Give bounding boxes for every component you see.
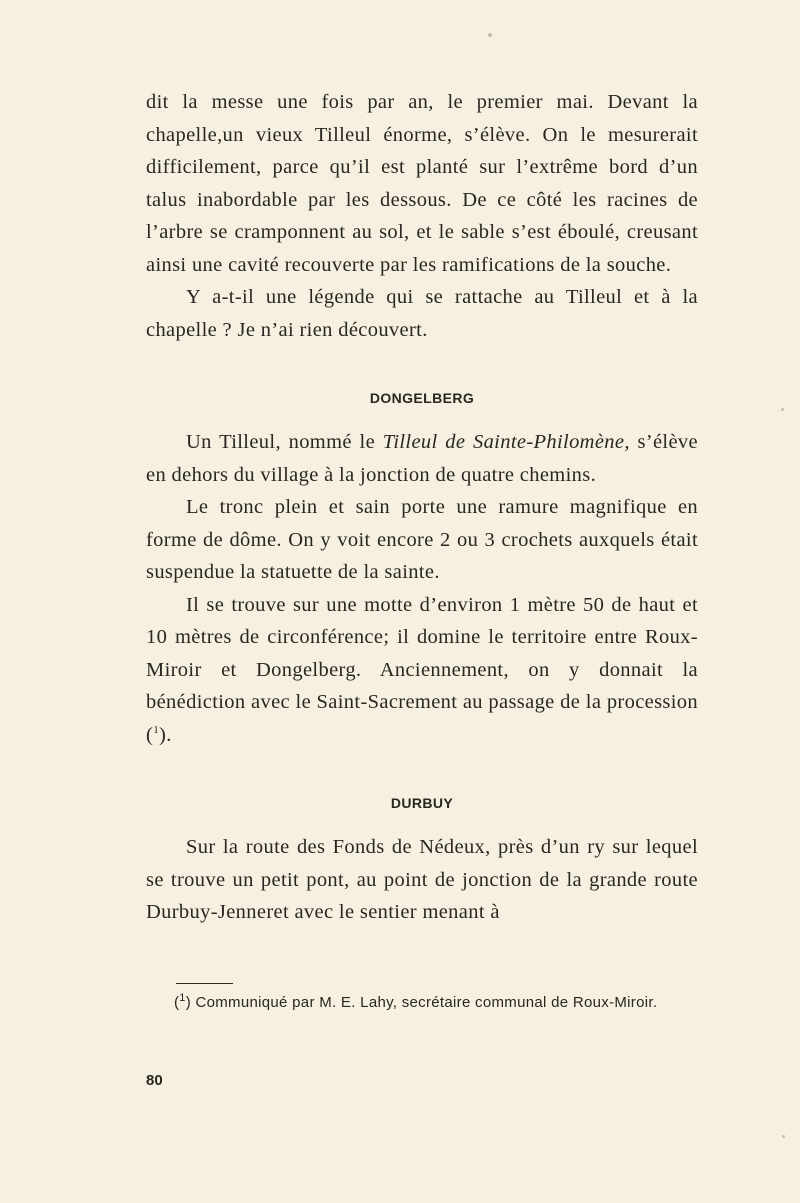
- section-heading-durbuy: DURBUY: [390, 795, 454, 811]
- footnote-divider: [176, 983, 233, 984]
- paragraph: Y a-t-il une légende qui se rattache au Tilleul et à la chapelle ? Je n’ai rien découvert.: [146, 286, 698, 341]
- text-run: Il se trouve sur une motte d’environ 1 mètre 50 de haut et 10 mètres de circonférence; il domine le territoire entre Roux-Miroir et Dongelberg. Anciennement, on y donnait la bénédiction avec le Saint-Sacrement au passage de la procession (: [146, 593, 698, 746]
- paragraph: [146, 589, 698, 752]
- italic-name: Tilleul de Sainte-Philomène,: [382, 431, 630, 453]
- footnote-text: Communiqué par M. E. Lahy, secrétaire communal de Roux-Miroir.: [191, 994, 658, 1011]
- text-run: Un Tilleul, nommé le: [186, 431, 383, 453]
- paper-speck: [781, 408, 784, 411]
- footnote: [146, 989, 698, 1016]
- paragraph: dit la messe une fois par an, le premier mai. Devant la chapelle,un vieux Tilleul énorme, s’élève. On le mesurerait difficilement, parce qu’il est planté sur l’extrême bord d’un talus inabordable par les dessous. De ce côté les racines de l’arbre se cramponnent au sol, et le sable s’est éboulé, creusant ainsi une cavité recouverte par les ramifications de la souche.: [146, 91, 698, 276]
- text-run: s’élève en dehors du village à la jonction de quatre chemins.: [146, 431, 698, 486]
- paper-speck: [782, 1135, 785, 1138]
- footnote-mark-open: (: [174, 994, 180, 1011]
- paragraph: [146, 426, 698, 491]
- page-body: [146, 86, 698, 929]
- footnote-ref: 1: [153, 723, 160, 736]
- paragraph: Le tronc plein et sain porte une ramure magnifique en forme de dôme. On y voit encore 2 ou 3 crochets auxquels était suspendue la statuette de la sainte.: [146, 496, 698, 583]
- section-heading-dongelberg: DONGELBERG: [369, 390, 475, 406]
- text-run: ).: [159, 723, 172, 746]
- paper-speck: [488, 33, 492, 37]
- page-number: 80: [146, 1072, 163, 1089]
- footnote-mark-close: ): [185, 994, 192, 1011]
- footnote-mark: 1: [179, 992, 186, 1004]
- paragraph: Sur la route des Fonds de Nédeux, près d’un ry sur lequel se trouve un petit pont, au point de jonction de la grande route Durbuy-Jenneret avec le sentier menant à: [146, 836, 698, 923]
